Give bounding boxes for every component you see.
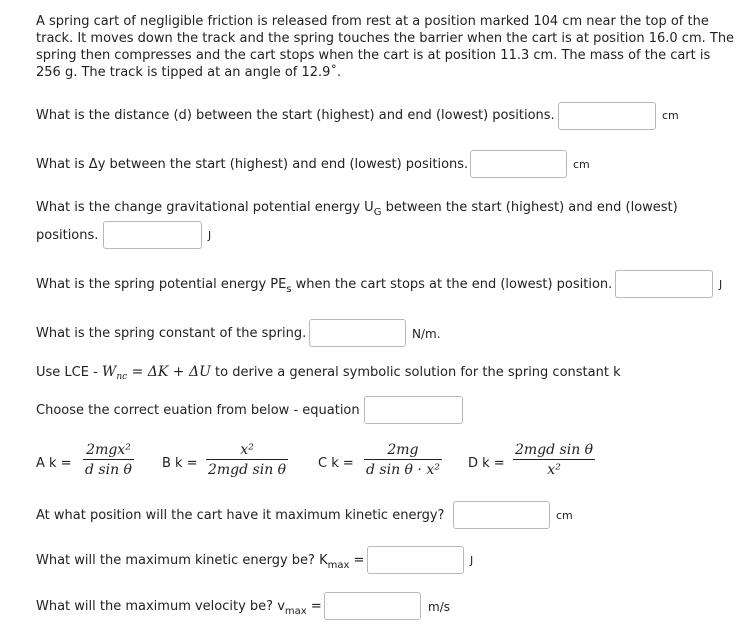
option-b-label: B k = <box>162 456 198 471</box>
max-velocity-input[interactable] <box>324 592 421 620</box>
question-gravitational-pe-line2: positions. <box>36 228 99 243</box>
question-max-ke: What will the maximum kinetic energy be? $K_{max}$ = <box>36 553 365 571</box>
distance-unit: cm <box>662 109 679 122</box>
gravitational-pe-input[interactable] <box>103 221 202 249</box>
max-ke-unit: J <box>470 554 474 567</box>
equation-choice-input[interactable] <box>364 396 463 424</box>
option-a-fraction: 2mgx² d sin θ <box>85 442 132 478</box>
option-c-label: C k = <box>318 456 354 471</box>
option-d-label: D k = <box>468 456 505 471</box>
delta-y-unit: cm <box>573 158 590 171</box>
question-choose-equation: Choose the correct euation from below - equation <box>36 403 360 418</box>
question-gravitational-pe: What is the change gravitational potential energy $U_G$ between the start (highest) and end (lowest) <box>36 200 678 218</box>
delta-y-input[interactable] <box>470 150 567 178</box>
max-ke-position-input[interactable] <box>453 501 550 529</box>
question-distance: What is the distance (d) between the start (highest) and end (lowest) positions. <box>36 108 555 123</box>
gravitational-pe-unit: J <box>208 229 212 242</box>
spring-constant-input[interactable] <box>309 319 406 347</box>
question-spring-constant: What is the spring constant of the spring. <box>36 326 307 341</box>
spring-pe-input[interactable] <box>615 270 713 298</box>
option-a-label: A k = <box>36 456 72 471</box>
distance-input[interactable] <box>558 102 656 130</box>
max-ke-input[interactable] <box>367 546 464 574</box>
max-velocity-unit: m/s <box>428 600 450 614</box>
max-ke-position-unit: cm <box>556 509 573 522</box>
option-c-fraction: 2mg d sin θ · x² <box>366 442 440 478</box>
option-b-fraction: x² 2mgd sin θ <box>208 442 287 478</box>
option-d-fraction: 2mgd sin θ x² <box>515 442 594 478</box>
problem-statement: A spring cart of negligible friction is released from rest at a position marked 104 cm near the top of the track. It moves down the track and the spring touches the barrier when the cart is at position 16.0 cm. The spring then compresses and the cart stops when the cart is at position 11.3 cm. The mass of the cart is 256 g. The track is tipped at an angle of 12.9˚. <box>36 14 735 80</box>
lce-formula: $W_{nc} = \Delta K + \Delta U$ <box>101 364 211 382</box>
question-delta-y: What is Δy between the start (highest) and end (lowest) positions. <box>36 157 469 172</box>
spring-constant-unit: N/m. <box>412 327 441 341</box>
question-max-velocity: What will the maximum velocity be? $v_{max}$ = <box>36 599 322 617</box>
question-max-ke-position: At what position will the cart have it maximum kinetic energy? <box>36 508 445 523</box>
lce-instruction: Use LCE - $W_{nc} = \Delta K + \Delta U$ to derive a general symbolic solution for the spring constant k <box>36 364 621 382</box>
spring-pe-unit: J <box>719 278 723 291</box>
question-spring-pe: What is the spring potential energy $PE_s$ when the cart stops at the end (lowest) position. <box>36 277 613 295</box>
